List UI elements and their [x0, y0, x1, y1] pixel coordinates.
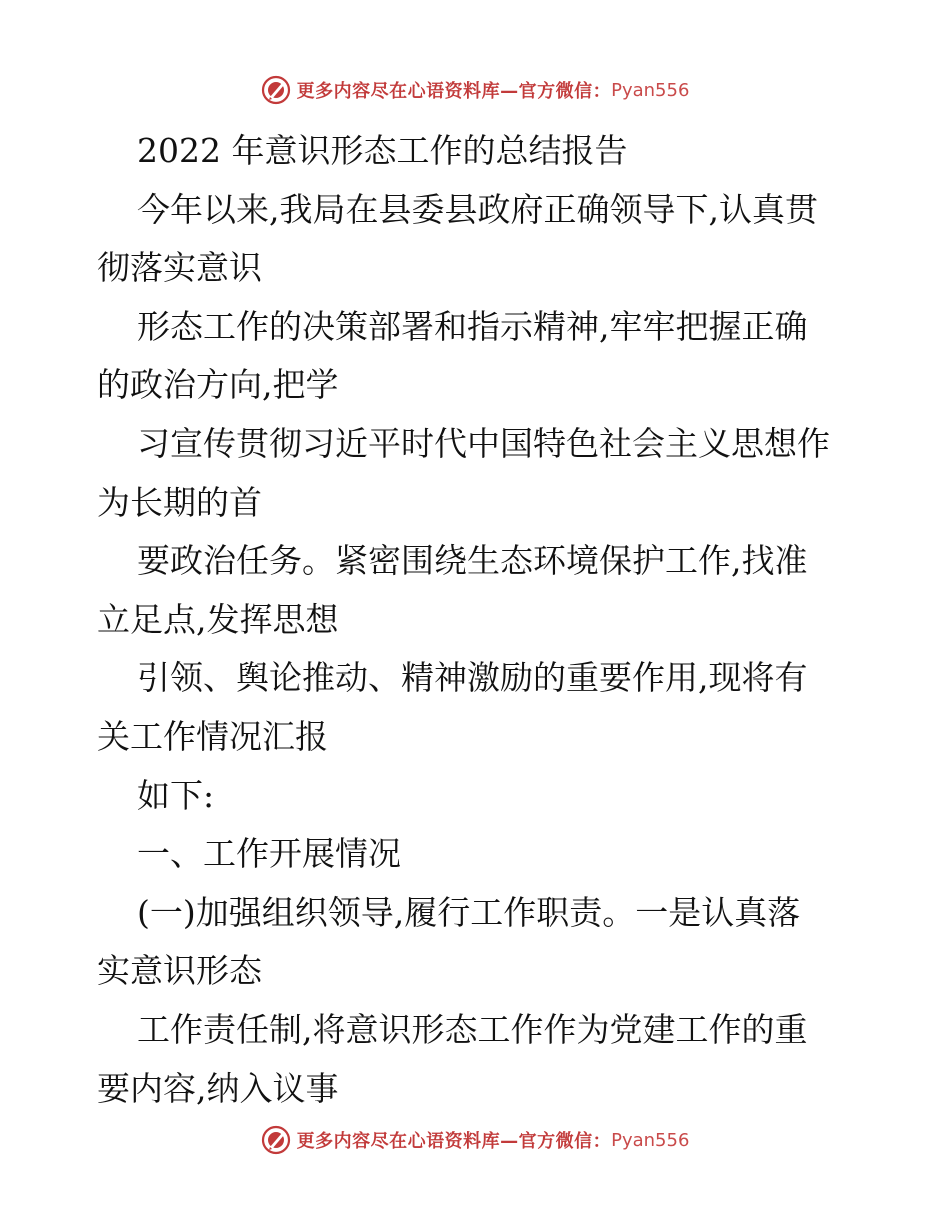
section-heading: 一、工作开展情况 — [137, 834, 401, 874]
text-line: 今年以来,我局在县委县政府正确领导下,认真贯 — [137, 189, 818, 229]
subsection-heading: (一)加强组织领导,履行工作职责。一是认真落 — [137, 892, 801, 932]
footer-watermark — [0, 1122, 950, 1158]
text-line: 如下: — [137, 775, 215, 815]
watermark-text: 更多内容尽在心语资料库—官方微信： — [296, 81, 612, 102]
text-line: 关工作情况汇报 — [97, 716, 328, 756]
document-title: 2022 年意识形态工作的总结报告 — [137, 131, 628, 170]
text-line: 工作责任制,将意识形态工作作为党建工作的重 — [137, 1009, 808, 1049]
text-line: 习宣传贯彻习近平时代中国特色社会主义思想作 — [137, 423, 830, 463]
text-line: 立足点,发挥思想 — [97, 599, 339, 639]
text-line: 要内容,纳入议事 — [97, 1068, 339, 1108]
text-line: 为长期的首 — [97, 482, 262, 522]
pen-seal-icon — [261, 1125, 291, 1155]
watermark-account: Pyan556 — [611, 79, 690, 101]
document-body — [97, 122, 857, 1118]
text-line: 的政治方向,把学 — [97, 365, 339, 405]
watermark-account: Pyan556 — [611, 1129, 690, 1151]
pen-seal-icon — [261, 75, 291, 105]
header-watermark — [0, 72, 950, 108]
watermark-text: 更多内容尽在心语资料库—官方微信： — [296, 1131, 612, 1152]
text-line: 要政治任务。紧密围绕生态环境保护工作,找准 — [137, 541, 808, 581]
text-line: 引领、舆论推动、精神激励的重要作用,现将有 — [137, 658, 808, 698]
text-line: 形态工作的决策部署和指示精神,牢牢把握正确 — [137, 306, 808, 346]
text-line: 实意识形态 — [97, 951, 262, 991]
text-line: 彻落实意识 — [97, 248, 262, 288]
